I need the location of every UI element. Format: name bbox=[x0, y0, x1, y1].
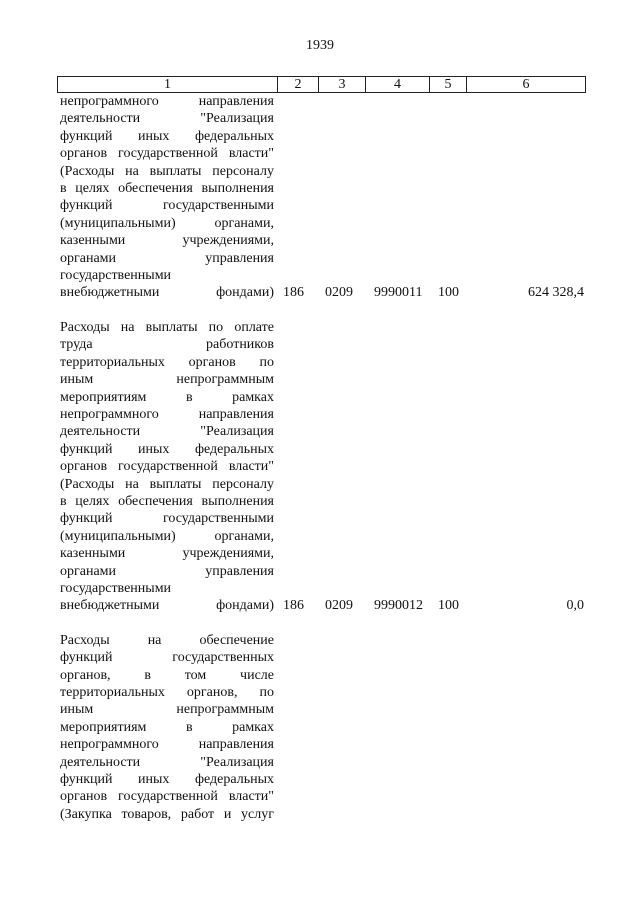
section-code: 0209 bbox=[325, 285, 353, 301]
expense-description bbox=[60, 319, 274, 615]
description-line: органов, в том числе bbox=[60, 667, 274, 683]
description-line: непрограммного направления bbox=[60, 737, 274, 753]
description-line: органов государственной власти" bbox=[60, 789, 274, 805]
table-column-header bbox=[57, 76, 586, 93]
description-line: иным непрограммным bbox=[60, 702, 274, 718]
description-line: (Закупка товаров, работ и услуг bbox=[60, 806, 274, 822]
amount-value: 624 328,4 bbox=[528, 285, 584, 301]
column-number-2: 2 bbox=[277, 77, 318, 92]
description-line: территориальных органов по bbox=[60, 354, 274, 370]
ministry-code: 186 bbox=[283, 598, 304, 614]
section-code: 0209 bbox=[325, 598, 353, 614]
description-line: функций государственных bbox=[60, 650, 274, 666]
description-line: (муниципальными) органами, bbox=[60, 215, 274, 231]
description-line: казенными учреждениями, bbox=[60, 546, 274, 562]
description-line: (муниципальными) органами, bbox=[60, 528, 274, 544]
description-line: территориальных органов, по bbox=[60, 685, 274, 700]
description-line: Расходы на обеспечение bbox=[60, 632, 274, 648]
description-line: органов государственной власти" bbox=[60, 459, 274, 475]
description-line: деятельности "Реализация bbox=[60, 754, 274, 770]
description-line: казенными учреждениями, bbox=[60, 233, 274, 249]
description-line: функций государственными bbox=[60, 511, 274, 527]
description-line: деятельности "Реализация bbox=[60, 424, 274, 440]
description-line: органами управления bbox=[60, 563, 274, 579]
description-line: деятельности "Реализация bbox=[60, 111, 274, 127]
ministry-code: 186 bbox=[283, 285, 304, 301]
description-line: мероприятиям в рамках bbox=[60, 389, 274, 405]
description-line: государственными bbox=[60, 580, 172, 596]
table-row bbox=[60, 93, 586, 302]
description-line: непрограммного направления bbox=[60, 94, 274, 109]
amount-value: 0,0 bbox=[566, 598, 584, 614]
description-line: (Расходы на выплаты персоналу bbox=[60, 163, 274, 179]
column-number-3: 3 bbox=[318, 77, 365, 92]
budget-table-body bbox=[60, 93, 586, 823]
description-line: в целях обеспечения выполнения bbox=[60, 181, 274, 197]
column-number-1: 1 bbox=[164, 77, 171, 92]
table-row bbox=[60, 319, 586, 615]
description-line: функций иных федеральных bbox=[60, 772, 274, 788]
description-line: (Расходы на выплаты персоналу bbox=[60, 476, 274, 492]
description-line: функций иных федеральных bbox=[60, 128, 274, 144]
description-line: органами управления bbox=[60, 250, 274, 266]
column-number-5: 5 bbox=[429, 77, 466, 92]
description-line: труда работников bbox=[60, 337, 274, 353]
description-line: внебюджетными фондами) bbox=[60, 285, 274, 301]
expense-type-code: 100 bbox=[438, 598, 459, 614]
description-line: функций государственными bbox=[60, 198, 274, 214]
target-article-code: 9990011 bbox=[374, 285, 423, 301]
description-line: Расходы на выплаты по оплате bbox=[60, 319, 274, 335]
column-number-4: 4 bbox=[365, 77, 429, 92]
description-line: мероприятиям в рамках bbox=[60, 719, 274, 735]
page-number: 1939 bbox=[306, 38, 334, 53]
description-line: функций иных федеральных bbox=[60, 441, 274, 457]
description-line: в целях обеспечения выполнения bbox=[60, 493, 274, 509]
table-row bbox=[60, 632, 586, 823]
expense-description bbox=[60, 632, 274, 823]
expense-type-code: 100 bbox=[438, 285, 459, 301]
expense-description bbox=[60, 93, 274, 302]
description-line: органов государственной власти" bbox=[60, 146, 274, 162]
column-number-6: 6 bbox=[466, 77, 585, 92]
target-article-code: 9990012 bbox=[374, 598, 423, 614]
description-line: внебюджетными фондами) bbox=[60, 598, 274, 614]
description-line: иным непрограммным bbox=[60, 372, 274, 388]
description-line: государственными bbox=[60, 268, 172, 284]
description-line: непрограммного направления bbox=[60, 406, 274, 422]
